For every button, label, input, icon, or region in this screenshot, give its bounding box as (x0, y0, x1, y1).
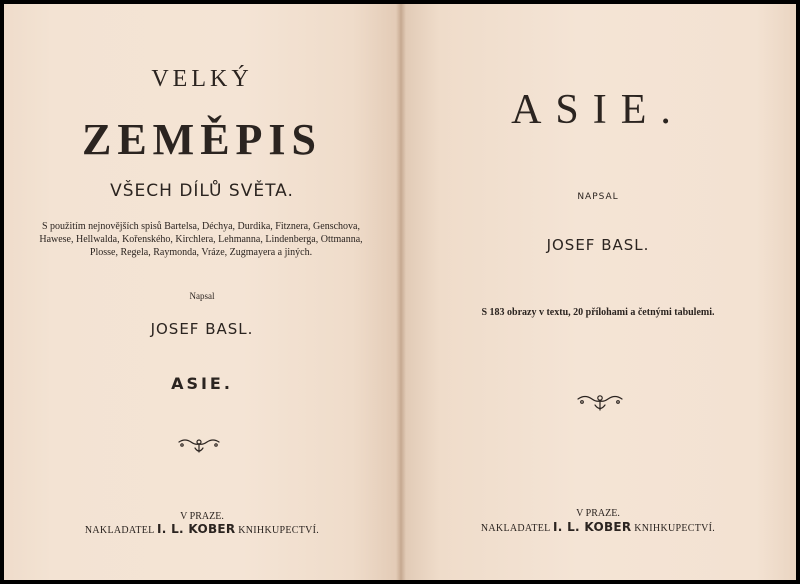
sources-paragraph: S použitím nejnovějších spisů Bartelsa, Déchya, Durdika, Fitznera, Genschova, Hawese, Hellwalda, Kořenského, Kirchlera, Lehmanna, Lindenberga, Ottmanna, Plosse, Regela, Raymonda, Vráze, Zugmayera a jiných. (39, 221, 363, 258)
left-page-half-title (4, 4, 400, 580)
imprint-publisher (400, 520, 796, 534)
series-title-line3: VŠECH DÍLŮ SVĚTA. (110, 181, 294, 201)
volume-title: ASIE. (171, 374, 233, 393)
floral-vignette-ornament-icon (576, 392, 624, 414)
book-title: ASIE. (511, 87, 685, 133)
floral-vignette-ornament-icon (177, 436, 221, 456)
publisher-prefix: NAKLADATEL (84, 525, 155, 536)
series-title-main: ZEMĚPIS (81, 115, 323, 164)
author-name: JOSEF BASL. (150, 320, 254, 338)
publisher-suffix: KNIHKUPECTVÍ. (634, 523, 716, 534)
author-name: JOSEF BASL. (546, 236, 650, 254)
book-subtitle: S 183 obrazy v textu, 20 přílohami a četnými tabulemi. (481, 307, 715, 318)
imprint-publisher (4, 522, 400, 536)
imprint-city: V PRAZE. (180, 511, 224, 522)
series-title-line1: VELKÝ (151, 66, 253, 92)
publisher-name: I. L. KOBER (157, 522, 236, 536)
book-spread (4, 4, 796, 580)
author-prefix: Napsal (189, 291, 215, 301)
publisher-name: I. L. KOBER (553, 520, 632, 534)
right-page-title (400, 4, 796, 580)
publisher-prefix: NAKLADATEL (480, 523, 551, 534)
imprint-city: V PRAZE. (576, 508, 620, 519)
author-prefix: NAPSAL (577, 192, 619, 202)
book-gutter (396, 4, 406, 580)
publisher-suffix: KNIHKUPECTVÍ. (238, 525, 320, 536)
